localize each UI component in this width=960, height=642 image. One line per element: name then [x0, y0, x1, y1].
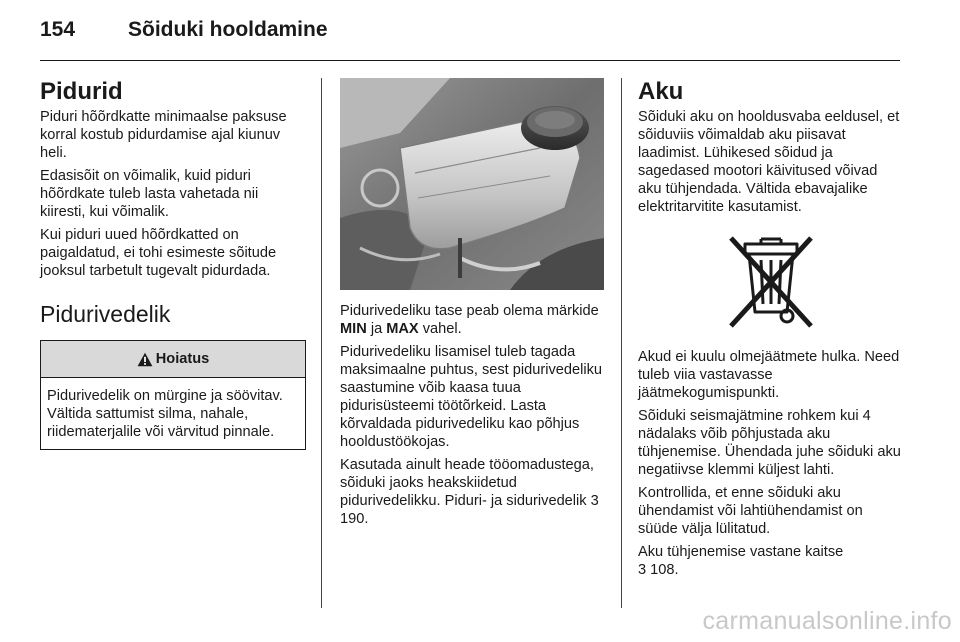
warning-text: Pidurivedelik on mürgine ja söövitav. Vältida sattumist silma, nahale, riidematerjalile või värvitud pinnale. [47, 388, 283, 440]
min-mark: MIN [340, 321, 367, 337]
brake-fluid-reservoir-photo [340, 78, 604, 290]
warning-triangle-icon [137, 352, 153, 367]
section-title-battery: Aku [638, 78, 684, 105]
column-brake-fluid [340, 78, 606, 533]
paragraph: Sõiduki seismajätmine rohkem kui 4 nädalaks võib põhjustada aku tühjenemise. Ühendada juhe sõiduki aku negatiivse klemmi küljest lahti. [638, 408, 901, 478]
column-brakes [40, 78, 306, 450]
paragraph: Aku tühjenemise vastane kaitse 3 108. [638, 544, 844, 578]
section-title-brakes: Pidurid [40, 78, 123, 105]
chapter-title: Sõiduki hooldamine [128, 18, 328, 41]
warning-header [41, 341, 305, 378]
paragraph: Kui piduri uued hõõrdkatted on paigaldatud, ei tohi esimeste sõitude jooksul tarbetult tugevalt pidurdada. [40, 227, 277, 279]
paragraph: Kasutada ainult heade tööomadustega, sõiduki jaoks heakskiidetud pidurivedelikku. Piduri- ja sidurivedelik 3 190. [340, 457, 599, 527]
paragraph: Kontrollida, et enne sõiduki aku ühendamist või lahtiühendamist on süüde välja lülitatud. [638, 485, 863, 537]
page-reference: 3 190. [340, 493, 599, 527]
warning-box [40, 340, 306, 450]
max-mark: MAX [386, 321, 419, 337]
column-battery [638, 78, 904, 584]
warning-body [41, 378, 305, 449]
paragraph: Sõiduki aku on hooldusvaba eeldusel, et sõiduviis võimaldab aku piisavat laadimist. Lühikesed sõidud ja sagedased mootori käivitused võivad aku tühjendada. Vältida ebavajalike elektritarvitite kasutamist. [638, 109, 900, 215]
header-divider [40, 60, 900, 61]
paragraph: Piduri hõõrdkatte minimaalse paksuse korral kostub pidurdamise ajal kiunuv heli. [40, 109, 287, 161]
paragraph-level: Pidurivedeliku tase peab olema märkide MIN ja MAX vahel. [340, 303, 599, 337]
section-title-brake-fluid: Pidurivedelik [40, 301, 171, 327]
page-reference: 3 108. [638, 562, 679, 578]
paragraph: Akud ei kuulu olmejäätmete hulka. Need tuleb viia vastavasse jäätmekogumispunkti. [638, 349, 900, 401]
column-divider-2 [621, 78, 622, 608]
paragraph: Edasisõit on võimalik, kuid piduri hõõrdkate tuleb lasta vahetada nii kiiresti, kui võimalik. [40, 168, 259, 220]
crossed-out-bin-icon [721, 230, 821, 330]
warning-title: Hoiatus [155, 351, 210, 367]
paragraph: Pidurivedeliku lisamisel tuleb tagada maksimaalne puhtus, sest pidurivedeliku saastumine võib kaasa tuua pidurisüsteemi töötõrkeid. Lasta kõrvaldada pidurivedeliku kao põhjus hooldustöökojas. [340, 344, 603, 450]
watermark: carmanualsonline.info [702, 607, 952, 635]
column-divider-1 [321, 78, 322, 608]
page-number: 154 [40, 18, 76, 41]
